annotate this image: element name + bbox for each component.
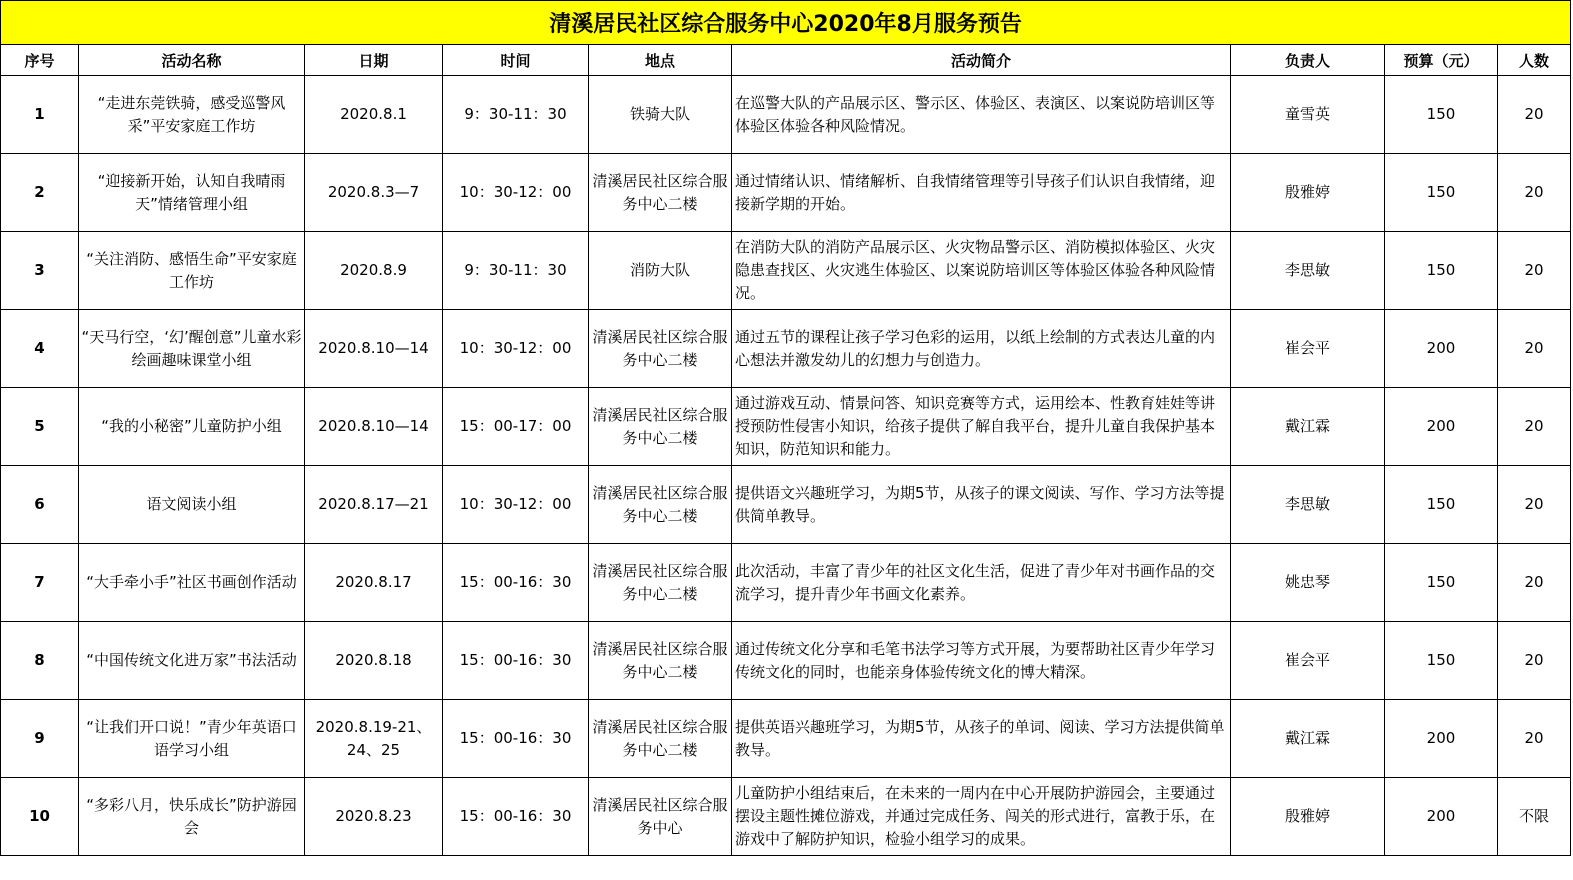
- cell-time: 15：00-16：30: [443, 622, 589, 700]
- cell-time: 15：00-17：00: [443, 388, 589, 466]
- table-row: [1, 388, 1571, 466]
- cell-name: “迎接新开始，认知自我晴雨天”情绪管理小组: [79, 154, 305, 232]
- cell-no: 2: [1, 154, 79, 232]
- cell-budget: 150: [1385, 622, 1498, 700]
- cell-count: 20: [1498, 544, 1571, 622]
- cell-date: 2020.8.18: [305, 622, 443, 700]
- cell-date: 2020.8.19-21、24、25: [305, 700, 443, 778]
- header-budget: 预算（元）: [1385, 45, 1498, 76]
- cell-person: 崔会平: [1231, 310, 1385, 388]
- cell-person: 崔会平: [1231, 622, 1385, 700]
- header-time: 时间: [443, 45, 589, 76]
- page-title: 清溪居民社区综合服务中心2020年8月服务预告: [1, 1, 1571, 45]
- cell-intro: 此次活动，丰富了青少年的社区文化生活，促进了青少年对书画作品的交流学习，提升青少年书画文化素养。: [732, 544, 1231, 622]
- cell-count: 20: [1498, 622, 1571, 700]
- cell-time: 15：00-16：30: [443, 778, 589, 856]
- cell-date: 2020.8.23: [305, 778, 443, 856]
- cell-place: 清溪居民社区综合服务中心二楼: [589, 154, 732, 232]
- cell-name: 语文阅读小组: [79, 466, 305, 544]
- header-name: 活动名称: [79, 45, 305, 76]
- cell-person: 李思敏: [1231, 466, 1385, 544]
- table-row: [1, 76, 1571, 154]
- cell-count: 20: [1498, 466, 1571, 544]
- cell-place: 铁骑大队: [589, 76, 732, 154]
- cell-no: 1: [1, 76, 79, 154]
- cell-time: 9：30-11：30: [443, 76, 589, 154]
- table-row: [1, 544, 1571, 622]
- cell-place: 清溪居民社区综合服务中心二楼: [589, 388, 732, 466]
- header-date: 日期: [305, 45, 443, 76]
- header-intro: 活动简介: [732, 45, 1231, 76]
- cell-date: 2020.8.10—14: [305, 310, 443, 388]
- cell-count: 20: [1498, 388, 1571, 466]
- cell-count: 20: [1498, 232, 1571, 310]
- cell-budget: 150: [1385, 76, 1498, 154]
- cell-intro: 通过传统文化分享和毛笔书法学习等方式开展，为要帮助社区青少年学习传统文化的同时，也能亲身体验传统文化的博大精深。: [732, 622, 1231, 700]
- cell-time: 10：30-12：00: [443, 466, 589, 544]
- cell-date: 2020.8.17: [305, 544, 443, 622]
- header-person: 负责人: [1231, 45, 1385, 76]
- cell-count: 不限: [1498, 778, 1571, 856]
- cell-count: 20: [1498, 76, 1571, 154]
- cell-budget: 200: [1385, 700, 1498, 778]
- cell-intro: 在巡警大队的产品展示区、警示区、体验区、表演区、以案说防培训区等体验区体验各种风险情况。: [732, 76, 1231, 154]
- cell-name: “关注消防、感悟生命”平安家庭工作坊: [79, 232, 305, 310]
- cell-person: 殷雅婷: [1231, 154, 1385, 232]
- cell-intro: 通过游戏互动、情景问答、知识竞赛等方式，运用绘本、性教育娃娃等讲授预防性侵害小知识，给孩子提供了解自我平台，提升儿童自我保护基本知识，防范知识和能力。: [732, 388, 1231, 466]
- cell-name: “中国传统文化进万家”书法活动: [79, 622, 305, 700]
- cell-budget: 150: [1385, 154, 1498, 232]
- cell-place: 消防大队: [589, 232, 732, 310]
- table-row: [1, 154, 1571, 232]
- cell-place: 清溪居民社区综合服务中心二楼: [589, 700, 732, 778]
- cell-place: 清溪居民社区综合服务中心: [589, 778, 732, 856]
- cell-place: 清溪居民社区综合服务中心二楼: [589, 622, 732, 700]
- cell-date: 2020.8.1: [305, 76, 443, 154]
- cell-time: 9：30-11：30: [443, 232, 589, 310]
- cell-budget: 200: [1385, 310, 1498, 388]
- cell-no: 8: [1, 622, 79, 700]
- cell-intro: 提供语文兴趣班学习，为期5节，从孩子的课文阅读、写作、学习方法等提供简单教导。: [732, 466, 1231, 544]
- cell-person: 李思敏: [1231, 232, 1385, 310]
- cell-date: 2020.8.3—7: [305, 154, 443, 232]
- cell-person: 姚忠琴: [1231, 544, 1385, 622]
- cell-person: 童雪英: [1231, 76, 1385, 154]
- cell-no: 4: [1, 310, 79, 388]
- cell-date: 2020.8.17—21: [305, 466, 443, 544]
- table-row: [1, 310, 1571, 388]
- header-row: [1, 45, 1571, 76]
- cell-name: “大手牵小手”社区书画创作活动: [79, 544, 305, 622]
- cell-no: 5: [1, 388, 79, 466]
- table-row: [1, 466, 1571, 544]
- header-count: 人数: [1498, 45, 1571, 76]
- cell-intro: 通过情绪认识、情绪解析、自我情绪管理等引导孩子们认识自我情绪，迎接新学期的开始。: [732, 154, 1231, 232]
- cell-date: 2020.8.10—14: [305, 388, 443, 466]
- cell-budget: 150: [1385, 544, 1498, 622]
- cell-place: 清溪居民社区综合服务中心二楼: [589, 310, 732, 388]
- cell-date: 2020.8.9: [305, 232, 443, 310]
- cell-person: 戴江霖: [1231, 388, 1385, 466]
- table-row: [1, 232, 1571, 310]
- header-no: 序号: [1, 45, 79, 76]
- cell-time: 15：00-16：30: [443, 544, 589, 622]
- cell-no: 3: [1, 232, 79, 310]
- cell-intro: 在消防大队的消防产品展示区、火灾物品警示区、消防模拟体验区、火灾隐患查找区、火灾逃生体验区、以案说防培训区等体验区体验各种风险情况。: [732, 232, 1231, 310]
- cell-time: 10：30-12：00: [443, 310, 589, 388]
- cell-name: “让我们开口说！”青少年英语口语学习小组: [79, 700, 305, 778]
- cell-intro: 通过五节的课程让孩子学习色彩的运用，以纸上绘制的方式表达儿童的内心想法并激发幼儿的幻想力与创造力。: [732, 310, 1231, 388]
- header-place: 地点: [589, 45, 732, 76]
- cell-count: 20: [1498, 700, 1571, 778]
- table-row: [1, 700, 1571, 778]
- cell-budget: 200: [1385, 388, 1498, 466]
- cell-name: “我的小秘密”儿童防护小组: [79, 388, 305, 466]
- cell-budget: 200: [1385, 778, 1498, 856]
- cell-name: “天马行空，‘幻’醒创意”儿童水彩绘画趣味课堂小组: [79, 310, 305, 388]
- cell-time: 10：30-12：00: [443, 154, 589, 232]
- table-row: [1, 622, 1571, 700]
- cell-time: 15：00-16：30: [443, 700, 589, 778]
- cell-name: “多彩八月，快乐成长”防护游园会: [79, 778, 305, 856]
- cell-budget: 150: [1385, 232, 1498, 310]
- cell-no: 10: [1, 778, 79, 856]
- cell-no: 9: [1, 700, 79, 778]
- cell-no: 6: [1, 466, 79, 544]
- cell-place: 清溪居民社区综合服务中心二楼: [589, 544, 732, 622]
- cell-intro: 提供英语兴趣班学习，为期5节，从孩子的单词、阅读、学习方法提供简单教导。: [732, 700, 1231, 778]
- cell-intro: 儿童防护小组结束后，在未来的一周内在中心开展防护游园会，主要通过摆设主题性摊位游戏，并通过完成任务、闯关的形式进行，富教于乐，在游戏中了解防护知识，检验小组学习的成果。: [732, 778, 1231, 856]
- cell-budget: 150: [1385, 466, 1498, 544]
- cell-count: 20: [1498, 310, 1571, 388]
- cell-name: “走进东莞铁骑，感受巡警风采”平安家庭工作坊: [79, 76, 305, 154]
- cell-person: 戴江霖: [1231, 700, 1385, 778]
- table-row: [1, 778, 1571, 856]
- cell-place: 清溪居民社区综合服务中心二楼: [589, 466, 732, 544]
- cell-no: 7: [1, 544, 79, 622]
- cell-person: 殷雅婷: [1231, 778, 1385, 856]
- cell-count: 20: [1498, 154, 1571, 232]
